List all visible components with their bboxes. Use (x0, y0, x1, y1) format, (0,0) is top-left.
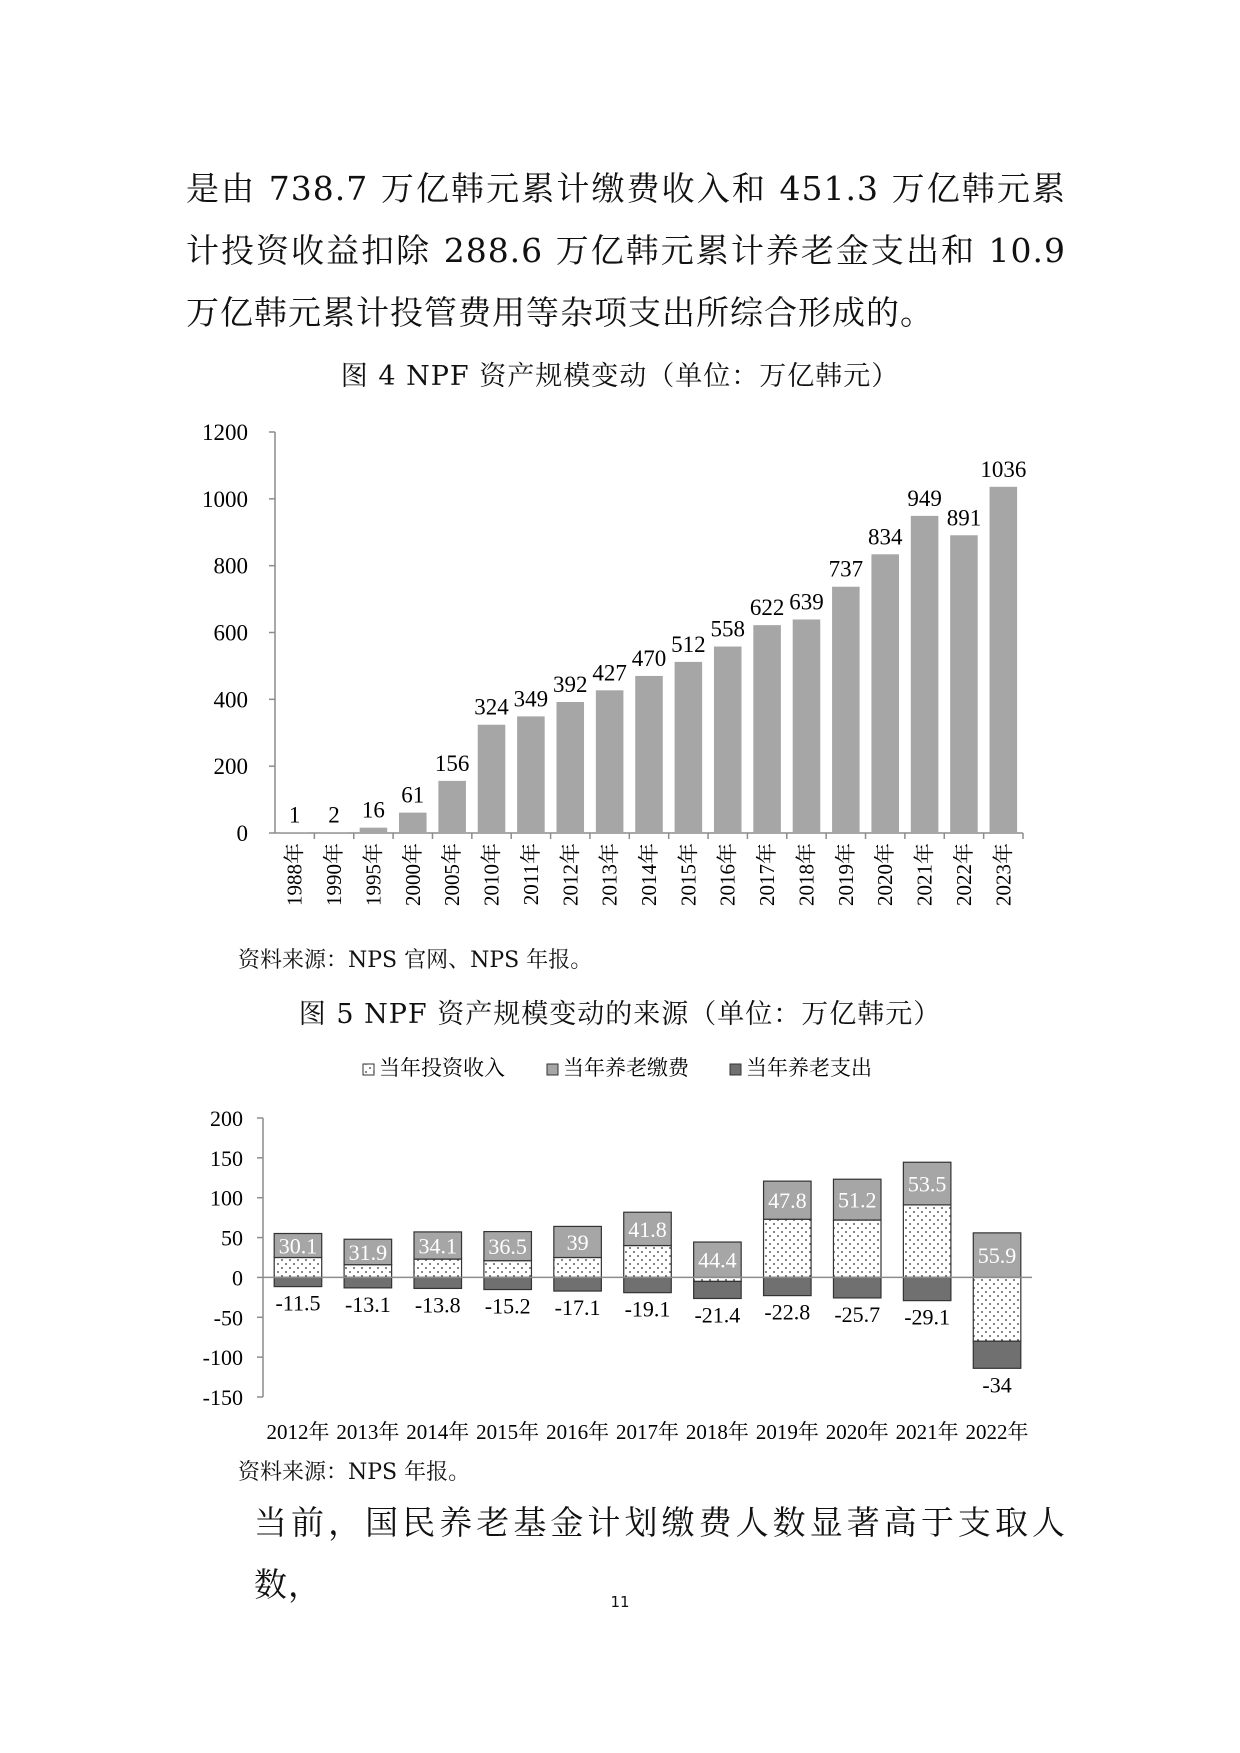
x-tick-label: 2013年 (336, 1420, 400, 1444)
bar-segment-expenditure (554, 1277, 602, 1291)
x-tick-label: 2017年 (755, 843, 780, 906)
bar-segment-expenditure (624, 1277, 672, 1292)
contribution-data-label: 44.4 (698, 1247, 737, 1273)
x-tick-label: 2014年 (637, 843, 661, 906)
x-tick-label: 2016年 (715, 843, 740, 906)
y-tick-label: 0 (236, 821, 248, 846)
data-label: 349 (513, 686, 549, 712)
data-label: 737 (828, 556, 864, 582)
bar-segment-expenditure (414, 1277, 462, 1288)
bar-segment-investment (484, 1261, 532, 1278)
y-tick-label: 50 (221, 1225, 243, 1251)
contribution-data-label: 51.2 (837, 1187, 877, 1213)
y-tick-label: 200 (210, 1106, 243, 1131)
x-tick-label: 2019年 (833, 843, 858, 906)
bar-segment-investment (344, 1265, 392, 1278)
legend-swatch (730, 1064, 741, 1075)
expenditure-data-label: -13.1 (344, 1291, 391, 1317)
figure-5-source: 资料来源：NPS 年报。 (238, 1460, 471, 1485)
expenditure-data-label: -34 (982, 1372, 1012, 1398)
data-label: 16 (361, 797, 385, 823)
legend-label: 当年投资收入 (379, 1056, 505, 1080)
legend-swatch (547, 1064, 558, 1075)
y-tick-label: -100 (202, 1345, 243, 1371)
bar (596, 690, 624, 833)
x-tick-label: 2018年 (685, 1420, 749, 1444)
x-tick-label: 2022年 (951, 843, 976, 906)
legend-swatch (363, 1064, 374, 1075)
x-tick-label: 2017年 (616, 1420, 679, 1444)
y-tick-label: -50 (213, 1305, 243, 1331)
y-tick-label: 800 (213, 553, 248, 579)
y-tick-label: 200 (213, 754, 248, 780)
body-paragraph-bottom: 当前，国民养老基金计划缴费人数显著高于支取人数， (254, 1503, 1066, 1604)
data-label: 891 (946, 505, 982, 531)
data-label: 558 (710, 616, 745, 642)
bar (517, 716, 545, 833)
contribution-data-label: 39 (566, 1229, 589, 1255)
x-tick-label: 2021年 (895, 1420, 959, 1444)
bar (675, 662, 703, 833)
y-tick-label: -150 (202, 1385, 243, 1410)
bar-segment-expenditure (973, 1341, 1021, 1368)
bar (753, 625, 781, 833)
contribution-data-label: 41.8 (628, 1216, 667, 1242)
bar-segment-investment (903, 1205, 951, 1278)
y-tick-label: 150 (210, 1145, 243, 1171)
bar (714, 647, 742, 833)
bar (478, 725, 506, 833)
data-label: 392 (553, 672, 588, 698)
bar-segment-investment (624, 1246, 672, 1278)
data-label: 324 (474, 694, 509, 720)
bar (950, 535, 978, 833)
data-label: 1 (288, 802, 301, 828)
bar-segment-expenditure (903, 1277, 951, 1300)
expenditure-data-label: -17.1 (554, 1295, 601, 1321)
bar-segment-expenditure (484, 1277, 532, 1289)
bar (360, 828, 388, 833)
bar (556, 702, 584, 833)
bar (911, 516, 939, 833)
x-tick-label: 2023年 (991, 843, 1016, 906)
y-tick-label: 600 (213, 620, 248, 646)
expenditure-data-label: -29.1 (904, 1304, 951, 1330)
bar-segment-expenditure (694, 1281, 742, 1298)
contribution-data-label: 30.1 (278, 1233, 318, 1259)
contribution-data-label: 34.1 (418, 1233, 458, 1259)
bar (871, 554, 899, 833)
contribution-data-label: 36.5 (488, 1234, 527, 1260)
contribution-data-label: 55.9 (977, 1243, 1017, 1269)
x-tick-label: 2016年 (546, 1420, 610, 1444)
bar (990, 487, 1018, 833)
figure-4-chart (0, 410, 1240, 935)
data-label: 470 (631, 645, 667, 671)
x-tick-label: 2020年 (873, 843, 898, 906)
bar-segment-investment (764, 1219, 812, 1277)
expenditure-data-label: -11.5 (275, 1290, 321, 1316)
contribution-data-label: 31.9 (348, 1239, 388, 1265)
y-tick-label: 1000 (202, 486, 248, 512)
x-tick-label: 2014年 (406, 1420, 470, 1444)
bar-segment-investment (274, 1258, 322, 1278)
x-tick-label: 2000年 (400, 843, 425, 906)
bar (399, 813, 427, 833)
data-label: 949 (907, 485, 942, 511)
x-tick-label: 2015年 (476, 1420, 540, 1444)
x-tick-label: 1990年 (322, 843, 347, 906)
bar-segment-expenditure (764, 1277, 812, 1295)
legend-label: 当年养老支出 (746, 1056, 872, 1080)
x-tick-label: 2013年 (597, 843, 622, 906)
x-tick-label: 1988年 (282, 843, 307, 906)
y-tick-label: 1200 (202, 420, 248, 445)
bar (793, 619, 821, 833)
contribution-data-label: 53.5 (907, 1171, 947, 1197)
data-label: 512 (671, 631, 706, 657)
bar (635, 676, 663, 833)
legend-label: 当年养老缴费 (563, 1056, 689, 1080)
bar-segment-investment (833, 1220, 881, 1277)
expenditure-data-label: -13.8 (414, 1292, 461, 1318)
x-tick-label: 2018年 (794, 843, 819, 906)
x-tick-label: 2019年 (755, 1420, 819, 1444)
data-label: 2 (328, 802, 340, 828)
x-tick-label: 2010年 (479, 843, 504, 906)
x-tick-label: 2015年 (676, 843, 701, 906)
x-tick-label: 2012年 (266, 1420, 330, 1444)
data-label: 639 (789, 589, 824, 615)
x-tick-label: 2021年 (912, 843, 937, 906)
y-tick-label: 100 (210, 1185, 243, 1211)
bar (320, 832, 348, 833)
bar-segment-expenditure (274, 1277, 322, 1286)
data-label: 156 (434, 750, 470, 776)
expenditure-data-label: -15.2 (484, 1293, 531, 1319)
data-label: 1036 (980, 456, 1027, 482)
data-label: 834 (867, 524, 903, 550)
bar (832, 587, 860, 833)
body-paragraph-top: 是由 738.7 万亿韩元累计缴费收入和 451.3 万亿韩元累计投资收益扣除 288.6 万亿韩元累计养老金支出和 10.9 万亿韩元累计投管费用等杂项支出所综合形成的。 (186, 169, 1066, 332)
figure-5-chart (0, 1050, 1240, 1450)
x-tick-label: 2005年 (440, 843, 465, 906)
contribution-data-label: 47.8 (768, 1188, 807, 1214)
bar-segment-expenditure (833, 1277, 881, 1297)
x-tick-label: 2012年 (558, 843, 583, 906)
y-tick-label: 400 (213, 687, 248, 713)
bar-segment-investment (414, 1259, 462, 1277)
figure-4-source: 资料来源：NPS 官网、NPS 年报。 (238, 948, 593, 973)
data-label: 61 (401, 782, 425, 808)
data-label: 427 (592, 660, 627, 686)
y-tick-label: 0 (232, 1265, 243, 1291)
x-tick-label: 2022年 (965, 1420, 1029, 1444)
figure-4-title: 图 4 NPF 资产规模变动（单位：万亿韩元） (340, 361, 900, 392)
expenditure-data-label: -19.1 (624, 1296, 671, 1322)
x-tick-label: 2020年 (825, 1420, 889, 1444)
x-tick-label: 2011年 (518, 843, 543, 906)
expenditure-data-label: -22.8 (764, 1299, 811, 1325)
page-number: 11 (610, 1593, 630, 1611)
bar (438, 781, 466, 833)
x-tick-label: 1995年 (361, 843, 386, 906)
figure-5-title: 图 5 NPF 资产规模变动的来源（单位：万亿韩元） (298, 999, 942, 1030)
expenditure-data-label: -21.4 (694, 1302, 741, 1328)
expenditure-data-label: -25.7 (834, 1301, 881, 1327)
data-label: 622 (749, 595, 785, 621)
bar-segment-investment (973, 1277, 1021, 1341)
bar-segment-investment (554, 1258, 602, 1278)
bar-segment-expenditure (344, 1277, 392, 1287)
